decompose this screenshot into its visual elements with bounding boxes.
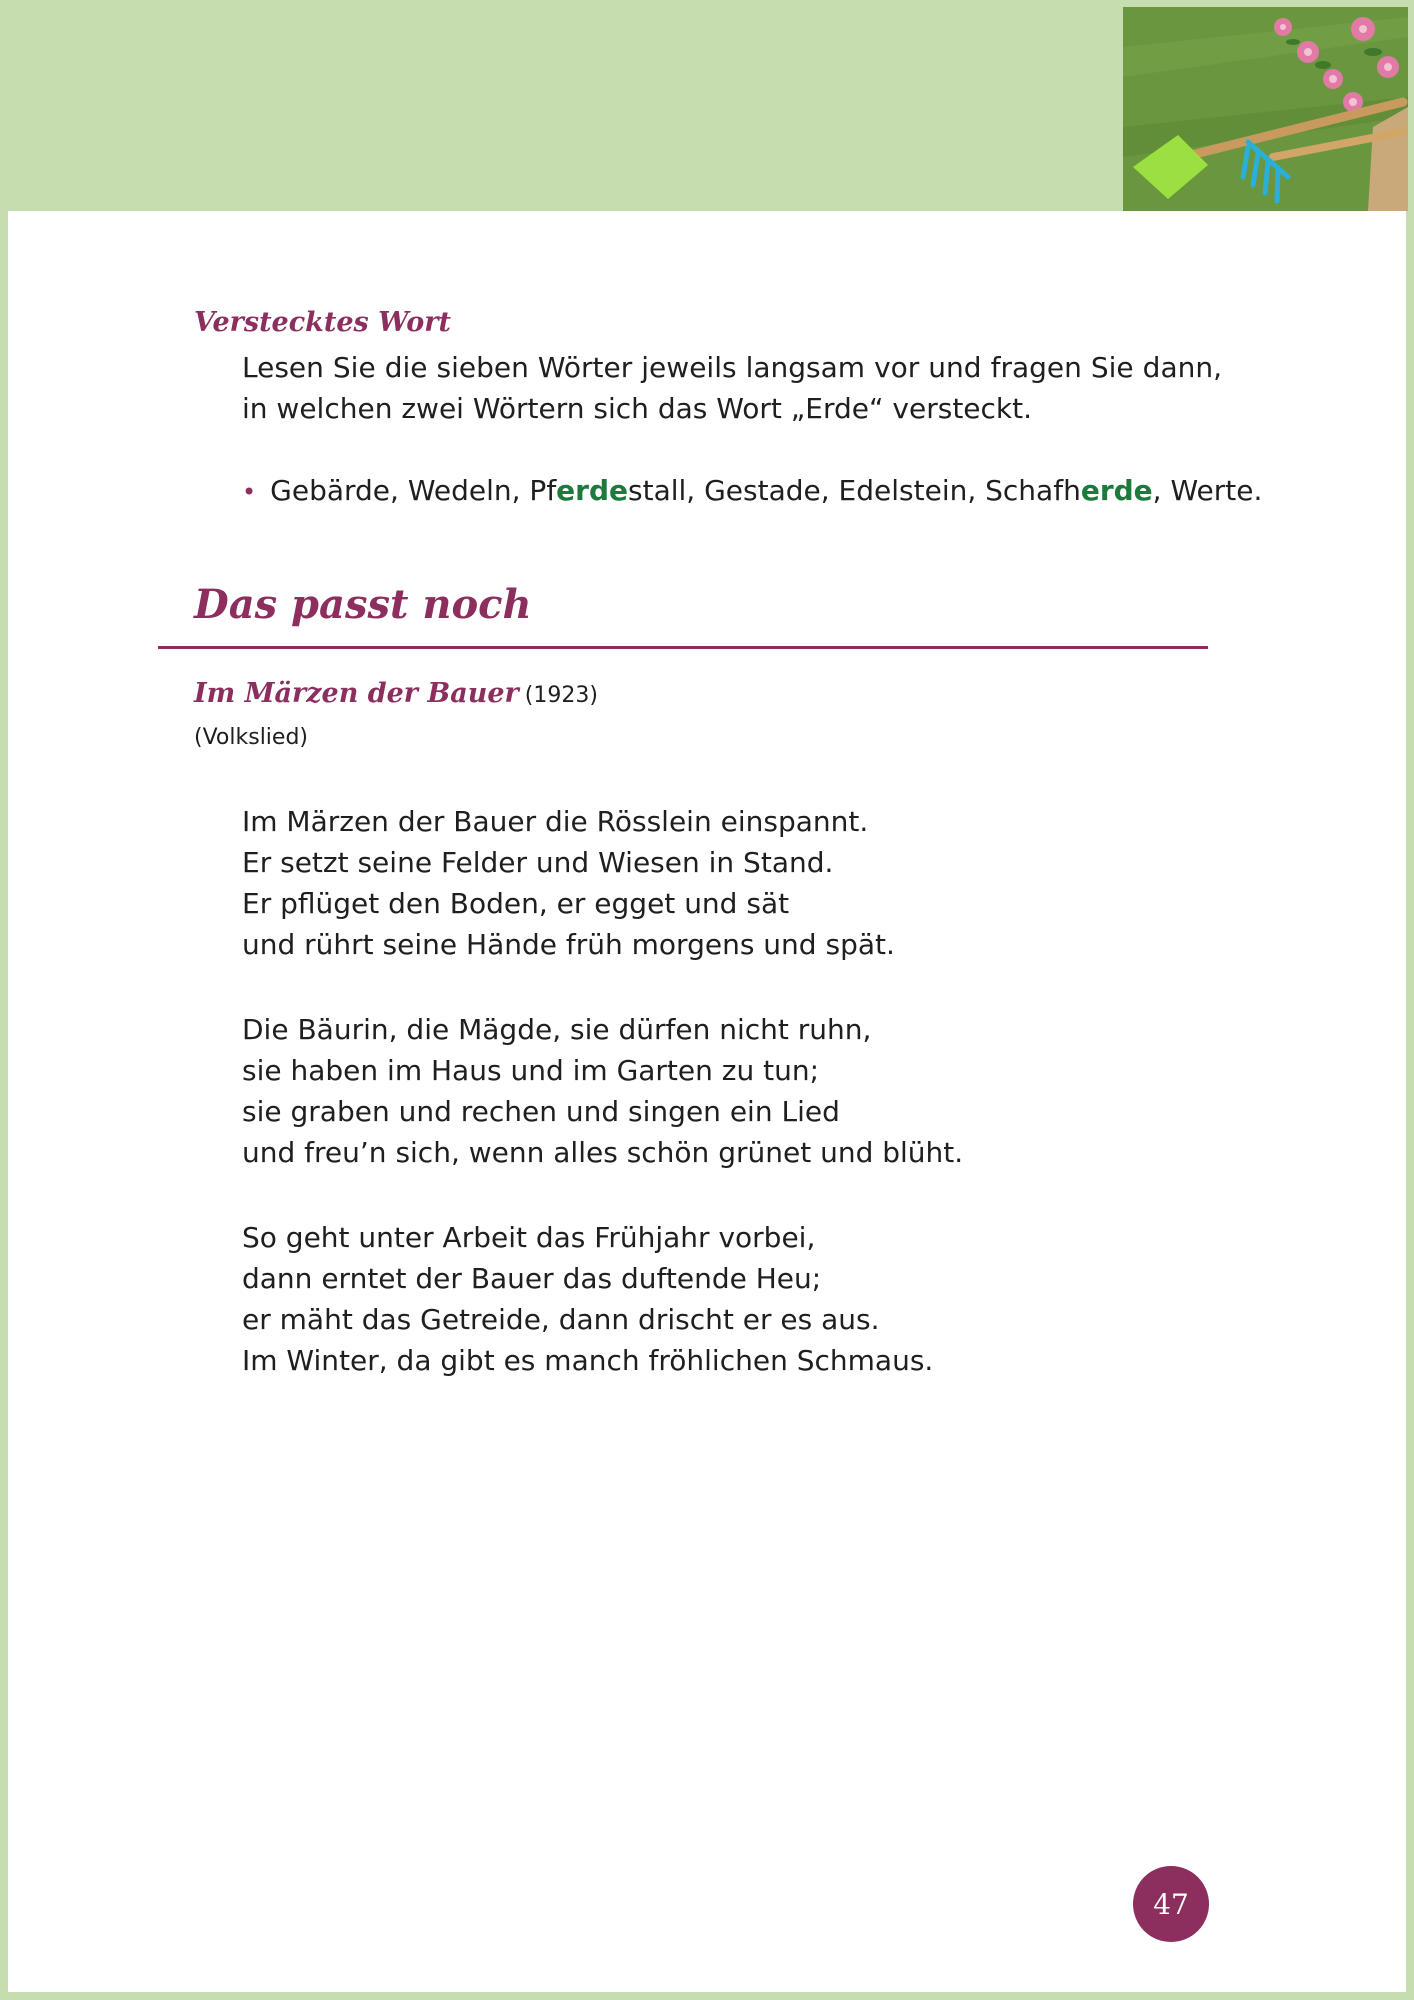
bullet-icon: • — [242, 478, 257, 506]
word-list-part: stall, Gestade, Edelstein, Schafh — [628, 474, 1081, 507]
song-stanza-3 — [242, 1217, 933, 1381]
song-year: (1923) — [524, 683, 598, 708]
song-line: er mäht das Getreide, dann drischt er es aus. — [242, 1303, 880, 1336]
song-line: und freu’n sich, wenn alles schön grünet und blüht. — [242, 1136, 964, 1169]
song-stanza-1 — [242, 801, 895, 965]
song-line: dann erntet der Bauer das duftende Heu; — [242, 1262, 822, 1295]
song-line: sie graben und rechen und singen ein Lied — [242, 1095, 840, 1128]
song-line: Im Märzen der Bauer die Rösslein einspannt. — [242, 805, 869, 838]
song-heading — [194, 678, 598, 709]
song-type: (Volkslied) — [194, 725, 309, 750]
song-line: und rührt seine Hände früh morgens und spät. — [242, 928, 895, 961]
song-line: Er setzt seine Felder und Wiesen in Stand. — [242, 846, 834, 879]
hidden-word-highlight: erde — [1080, 474, 1153, 507]
section-divider — [158, 646, 1208, 649]
song-line: sie haben im Haus und im Garten zu tun; — [242, 1054, 820, 1087]
song-line: Die Bäurin, die Mägde, sie dürfen nicht ruhn, — [242, 1013, 872, 1046]
song-line: Er pflüget den Boden, er egget und sät — [242, 887, 790, 920]
song-line: So geht unter Arbeit das Frühjahr vorbei, — [242, 1221, 816, 1254]
word-list — [242, 470, 1262, 513]
section-title: Das passt noch — [194, 581, 532, 628]
song-stanza-2 — [242, 1009, 963, 1173]
exercise-instruction: Lesen Sie die sieben Wörter jeweils langsam vor und fragen Sie dann, in welchen zwei Wörtern sich das Wort „Erde“ versteckt. — [242, 351, 1222, 425]
garden-tools-and-flowers-icon — [1123, 7, 1408, 211]
exercise-title: Verstecktes Wort — [194, 307, 451, 338]
word-list-part: Gebärde, Wedeln, Pf — [270, 474, 557, 507]
song-title: Im Märzen der Bauer — [194, 678, 519, 709]
page-number-badge: 47 — [1133, 1866, 1209, 1942]
song-line: Im Winter, da gibt es manch fröhlichen Schmaus. — [242, 1344, 934, 1377]
word-list-part: , Werte. — [1152, 474, 1263, 507]
page-content — [8, 211, 1406, 1992]
garden-tools-photo — [1123, 7, 1408, 211]
hidden-word-highlight: erde — [556, 474, 629, 507]
